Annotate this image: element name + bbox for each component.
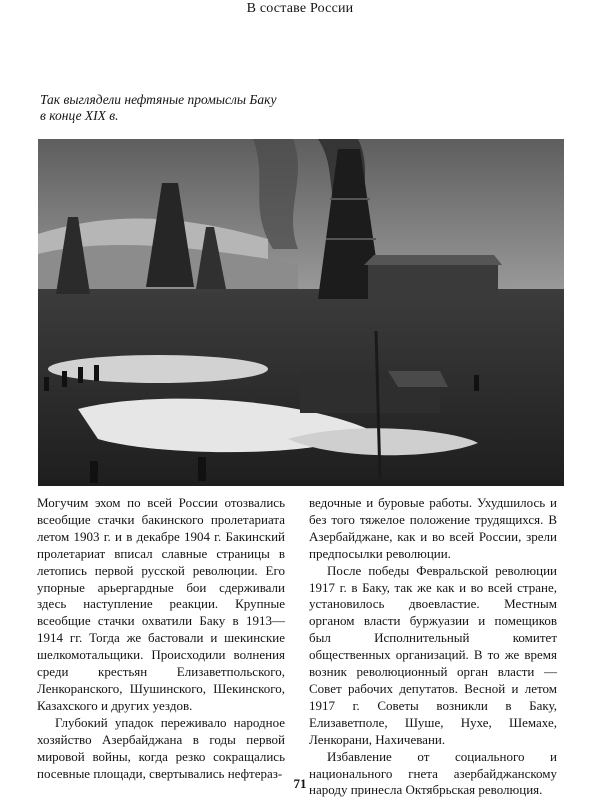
page-number: 71 [293,776,307,791]
running-header: В составе России [246,1,354,16]
text-column-right [309,495,557,799]
figure-caption [40,92,340,124]
paragraph: После победы Февральской революции 1917 г. в Баку, так же как и во всей стране, установилось двоевластие. Местным органом власти буржуазии и помещиков был Исполнительный комитет общественных организаций. В то же время возник революционный орган власти — Совет рабочих депутатов. Весной и летом 1917 г. Советы возникли в Баку, Елизаветполе, Шуше, Нухе, Шемахе, Ленкорани, Нахичевани. [309,562,557,747]
caption-line-1: Так выглядели нефтяные промыслы Баку [40,92,277,107]
paragraph: ведочные и буровые работы. Ухудшилось и без того тяжелое положение трудящихся. В Азербайджане, как и во всей России, зрели предпосылки революции. [309,495,557,561]
paragraph: Могучим эхом по всей России отозвались всеобщие стачки бакинского пролетариата летом 1903 г. и в декабре 1904 г. Бакинский пролетариат вписал славные страницы в летопись первой русской революции. Его упорные арьергардные бои сдерживали здесь наступление реакции. Крупные всеобщие стачки охватили Баку в 1913—1914 гг. Тогда же бастовали и шекинские шелкомотальщики. Происходили волнения среди крестьян Елизаветпольского, Ленкоранского, Шушинского, Шекинского, Казахского и других уездов. [37,495,285,713]
oil-derricks-illustration [38,139,564,486]
paragraph: Глубокий упадок переживало народное хозяйство Азербайджана в годы первой мировой войны, когда резко сокращались посевные площади, свертывались нефтераз- [37,714,285,781]
paragraph: Избавление от социального и национального гнета азербайджанскому народу принесла Октябрьская революция. [309,748,557,798]
oil-field-photo [38,139,564,486]
text-column-left [37,495,285,782]
caption-line-2: в конце XIX в. [40,108,119,123]
